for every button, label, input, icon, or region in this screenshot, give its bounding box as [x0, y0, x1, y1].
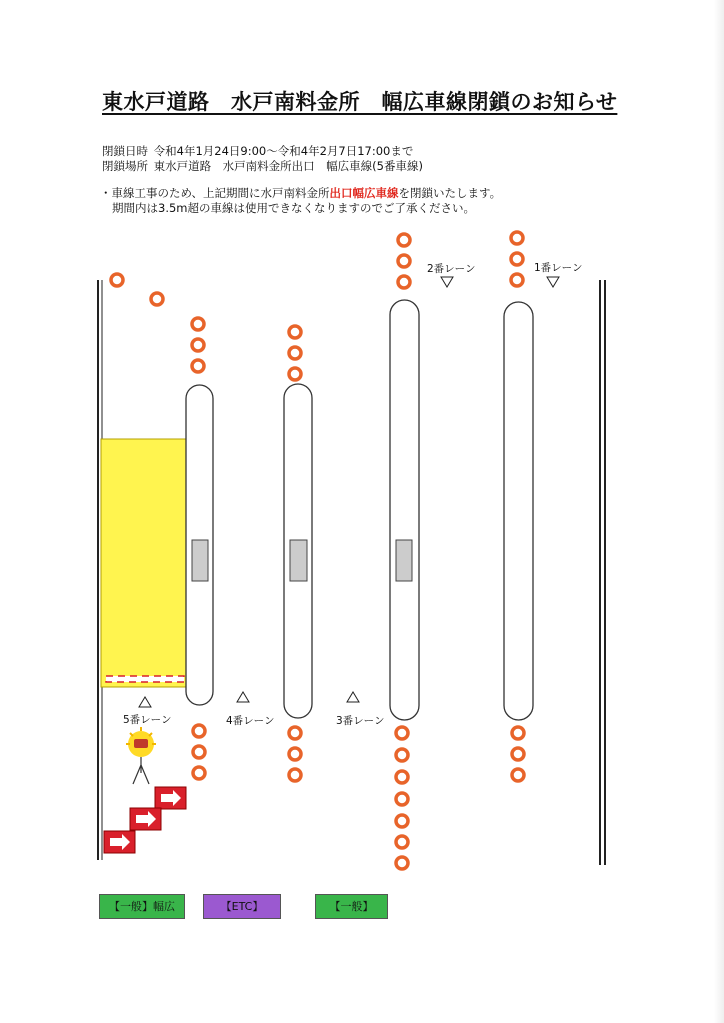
lane-label-5: 5番レーン	[123, 714, 172, 726]
arrow-sign-icon	[104, 831, 135, 853]
lane-label-1: 1番レーン	[534, 262, 583, 274]
cone-icon	[192, 360, 204, 372]
cone-icon	[512, 748, 524, 760]
lane-triangle-icon	[237, 692, 249, 702]
toll-booth	[396, 540, 412, 581]
cone-icon	[511, 232, 523, 244]
cone-icon	[511, 274, 523, 286]
lane-label-2: 2番レーン	[427, 263, 476, 275]
lane-label-4: 4番レーン	[226, 715, 275, 727]
closure-place-value: 東水戸道路 水戸南料金所出口 幅広車線(5番車線)	[153, 159, 423, 173]
cone-icon	[192, 339, 204, 351]
toll-booth	[290, 540, 307, 581]
closure-place-label: 閉鎖場所	[102, 159, 148, 173]
cone-icon	[289, 347, 301, 359]
cone-icon	[511, 253, 523, 265]
cone-icon	[289, 769, 301, 781]
closed-lane-area	[101, 439, 188, 687]
cone-icon	[396, 727, 408, 739]
cone-icon	[289, 727, 301, 739]
cone-icon	[396, 771, 408, 783]
cone-icon	[398, 276, 410, 288]
closure-date-label: 閉鎖日時	[102, 144, 148, 158]
cone-icon	[398, 234, 410, 246]
cone-icon	[396, 793, 408, 805]
closure-date-value: 令和4年1月24日9:00～令和4年2月7日17:00まで	[153, 144, 414, 158]
barrier-tape	[106, 676, 184, 682]
cone-icon	[192, 318, 204, 330]
toll-booth	[192, 540, 208, 581]
arrow-signs	[104, 787, 186, 853]
cone-icon	[512, 727, 524, 739]
lane-triangle-icon	[547, 277, 559, 287]
notice-title: 東水戸道路 水戸南料金所 幅広車線閉鎖のお知らせ	[102, 90, 618, 114]
cone-icon	[512, 769, 524, 781]
cone-icon	[396, 857, 408, 869]
cone-icon	[396, 836, 408, 848]
cone-icon	[289, 326, 301, 338]
lane-triangle-icon	[347, 692, 359, 702]
arrow-sign-icon	[155, 787, 186, 809]
arrow-sign-icon	[130, 808, 161, 830]
body-text: を閉鎖いたします。	[398, 186, 502, 200]
legend-etc: 【ETC】	[203, 894, 281, 919]
warning-light-icon	[126, 727, 156, 784]
cone-icon	[396, 749, 408, 761]
toll-island	[504, 302, 533, 720]
notice-body-line-2: 期間内は3.5m超の車線は使用できなくなりますのでご了承ください。	[112, 201, 475, 215]
lane-label-3: 3番レーン	[336, 715, 385, 727]
legend-general-wide: 【一般】幅広	[99, 894, 185, 919]
body-text: ・車線工事のため、上記期間に水戸南料金所	[100, 186, 330, 200]
cone-icon	[193, 746, 205, 758]
toll-island	[390, 300, 419, 720]
cone-icon	[289, 368, 301, 380]
cone-icon	[193, 767, 205, 779]
cone-icon	[289, 748, 301, 760]
cone-icon	[398, 255, 410, 267]
cone-icon	[193, 725, 205, 737]
highlight-text: 出口幅広車線	[329, 186, 399, 200]
lane-triangle-icon	[139, 697, 151, 707]
cone-icon	[151, 293, 163, 305]
lane-triangle-icon	[441, 277, 453, 287]
cone-icon	[396, 815, 408, 827]
legend-general: 【一般】	[315, 894, 388, 919]
cone-icon	[111, 274, 123, 286]
